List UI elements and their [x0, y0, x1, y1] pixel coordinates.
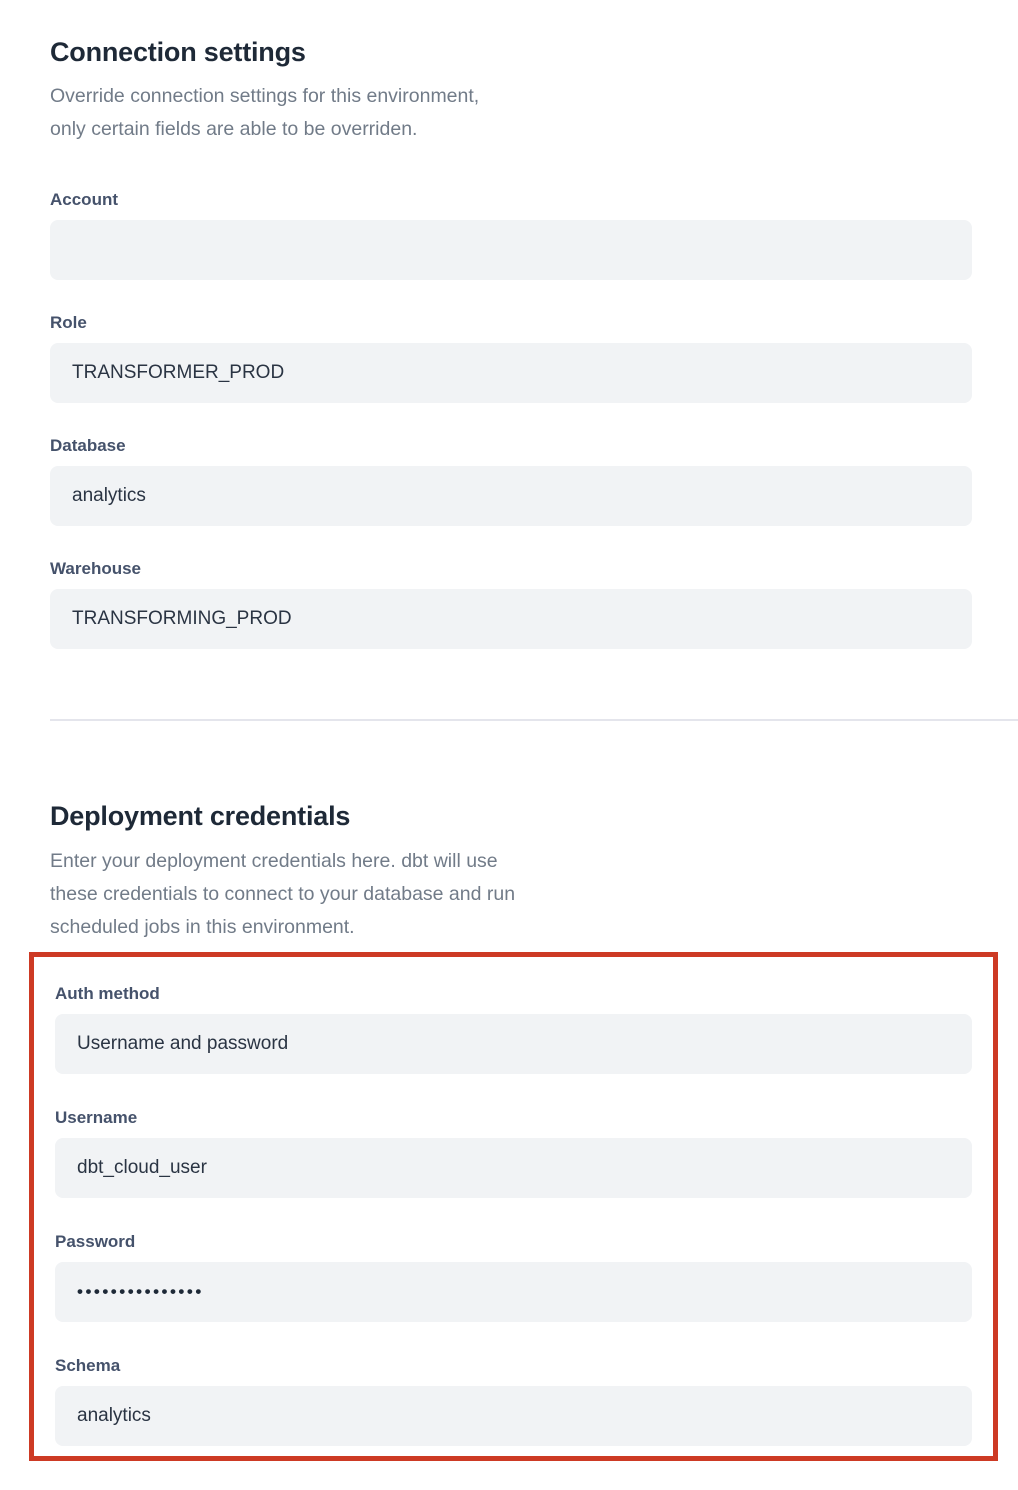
role-input[interactable] [50, 343, 972, 403]
schema-field [55, 1356, 972, 1446]
username-field [55, 1108, 972, 1198]
role-field [50, 313, 972, 403]
deployment-credentials-section [50, 721, 972, 1460]
password-label: Password [55, 1231, 136, 1251]
password-input[interactable] [55, 1262, 972, 1322]
schema-input[interactable] [55, 1386, 972, 1446]
connection-fields [50, 190, 972, 649]
auth-method-input[interactable] [55, 1014, 972, 1074]
warehouse-field [50, 559, 972, 649]
database-input[interactable] [50, 466, 972, 526]
username-input[interactable] [55, 1138, 972, 1198]
account-field [50, 190, 972, 280]
deployment-credentials-description [50, 845, 972, 944]
password-field [55, 1232, 972, 1322]
account-label: Account [50, 190, 118, 210]
account-input[interactable] [50, 220, 972, 280]
warehouse-input[interactable] [50, 589, 972, 649]
description-line: Enter your deployment credentials here. dbt will use [50, 849, 498, 872]
database-field [50, 436, 972, 526]
auth-method-field [55, 984, 972, 1074]
schema-label: Schema [55, 1355, 121, 1375]
connection-settings-description [50, 80, 972, 146]
role-label: Role [50, 313, 87, 333]
description-line: Override connection settings for this environment, [50, 85, 480, 108]
connection-settings-section [50, 0, 972, 649]
database-label: Database [50, 436, 126, 456]
username-label: Username [55, 1107, 138, 1127]
credentials-highlight-box [29, 952, 998, 1461]
warehouse-label: Warehouse [50, 559, 142, 579]
connection-settings-title: Connection settings [50, 37, 306, 67]
description-line: scheduled jobs in this environment. [50, 915, 355, 938]
auth-method-label: Auth method [55, 983, 160, 1003]
deployment-credentials-title: Deployment credentials [50, 801, 351, 832]
description-line: only certain fields are able to be overriden. [50, 118, 418, 141]
description-line: these credentials to connect to your database and run [50, 882, 516, 905]
